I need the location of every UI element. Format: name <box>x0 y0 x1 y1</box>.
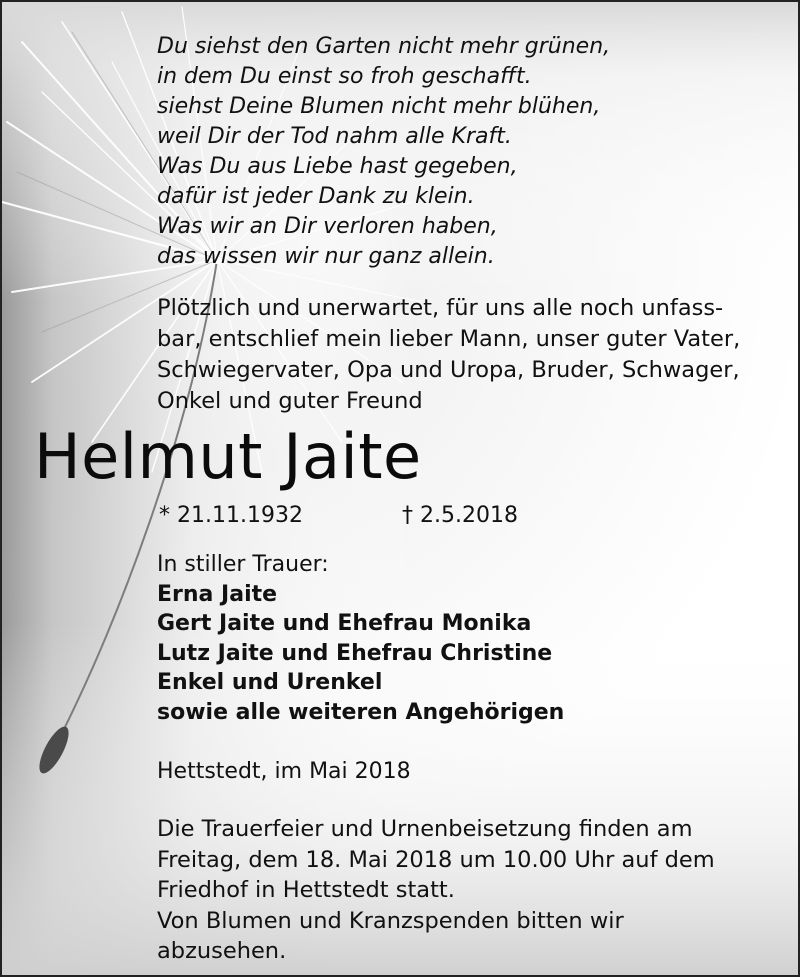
mourner-name: Gert Jaite und Ehefrau Monika <box>157 611 532 636</box>
announcement-line: Plötzlich und unerwartet, für uns alle noch unfass- <box>157 295 724 321</box>
announcement-text <box>157 293 740 417</box>
deceased-name: Helmut Jaite <box>34 420 422 493</box>
poem-line: dafür ist jeder Dank zu klein. <box>157 184 475 209</box>
mourner-name: Lutz Jaite und Ehefrau Christine <box>157 640 553 666</box>
mourner-name: Erna Jaite <box>157 581 278 607</box>
info-line: Von Blumen und Kranzspenden bitten wir <box>157 907 624 934</box>
announcement-line: Schwiegervater, Opa und Uropa, Bruder, Schwager, <box>157 357 740 383</box>
mourner-name: Enkel und Urenkel <box>157 670 383 695</box>
mourner-name: sowie alle weiteren Angehörigen <box>157 699 565 725</box>
info-line: Die Trauerfeier und Urnenbeisetzung finden am <box>157 816 693 842</box>
death-date: † 2.5.2018 <box>402 503 518 528</box>
poem-line: siehst Deine Blumen nicht mehr blühen, <box>157 94 601 119</box>
poem-line: Was wir an Dir verloren haben, <box>157 214 498 239</box>
funeral-information <box>157 814 715 967</box>
poem-line: das wissen wir nur ganz allein. <box>157 244 495 269</box>
mourners-heading: In stiller Trauer: <box>157 552 329 577</box>
info-line: Freitag, dem 18. Mai 2018 um 10.00 Uhr auf dem <box>157 846 715 873</box>
poem-line: weil Dir der Tod nahm alle Kraft. <box>157 124 512 149</box>
info-line: abzusehen. <box>157 938 287 964</box>
place-and-date: Hettstedt, im Mai 2018 <box>157 759 411 784</box>
memorial-poem <box>157 32 610 272</box>
poem-line: Du siehst den Garten nicht mehr grünen, <box>157 34 611 59</box>
poem-line: in dem Du einst so froh geschafft. <box>157 64 532 89</box>
birth-date: * 21.11.1932 <box>159 503 303 528</box>
mourners-section <box>157 550 564 727</box>
announcement-line: Onkel und guter Freund <box>157 388 423 414</box>
poem-line: Was Du aus Liebe hast gegeben, <box>157 154 518 179</box>
announcement-line: bar, entschlief mein lieber Mann, unser guter Vater, <box>157 326 741 352</box>
info-line: Friedhof in Hettstedt statt. <box>157 877 455 903</box>
